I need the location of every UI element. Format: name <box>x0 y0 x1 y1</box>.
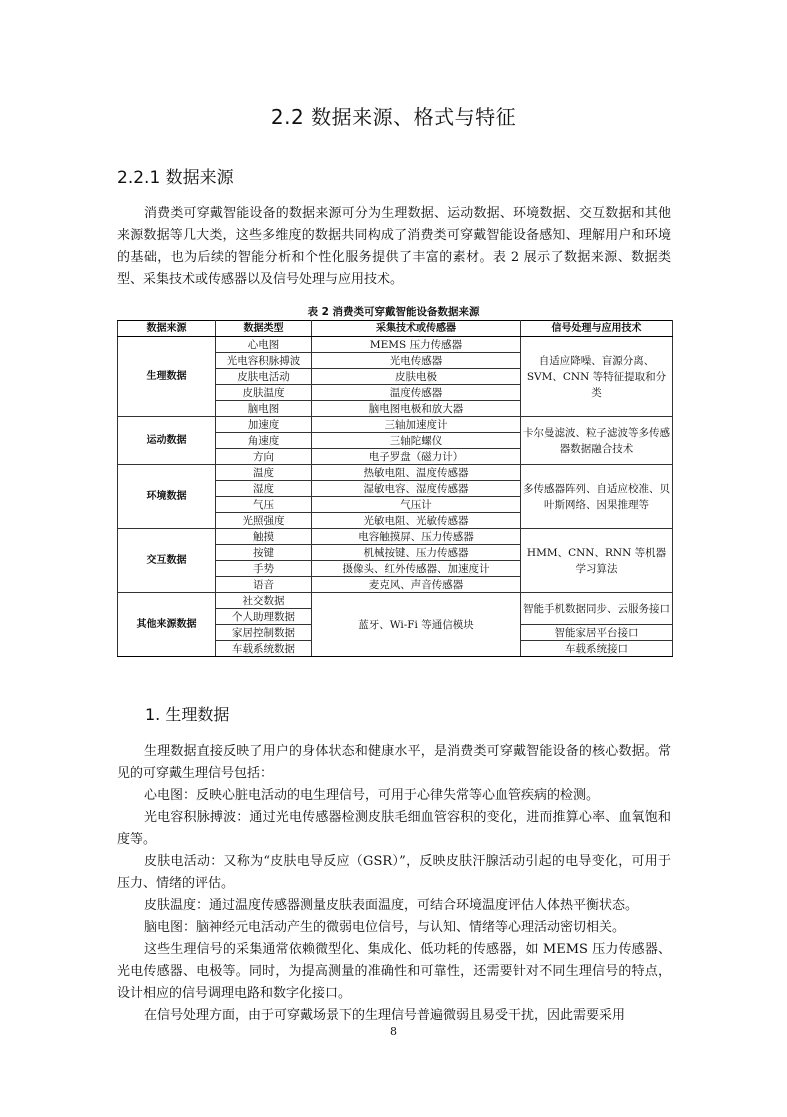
intro-paragraph: 消费类可穿戴智能设备的数据来源可分为生理数据、运动数据、环境数据、交互数据和其他来源数据等几大类，这些多维度的数据共同构成了消费类可穿戴智能设备感知、理解用户和环境的基础，也为后续的智能分析和个性化服务提供了丰富的素材。表 2 展示了数据来源、数据类型、采集技术或传感器以及信号处理与应用技术。 <box>117 206 671 287</box>
type-cell: 触摸 <box>216 529 312 545</box>
processing-cell: HMM、CNN、RNN 等机器学习算法 <box>521 529 673 593</box>
sensor-cell: 光敏电阻、光敏传感器 <box>312 513 521 529</box>
type-cell: 光照强度 <box>216 513 312 529</box>
sensor-cell: 气压计 <box>312 497 521 513</box>
body-paragraph: 这些生理信号的采集通常依赖微型化、集成化、低功耗的传感器，如 MEMS 压力传感器、光电传感器、电极等。同时，为提高测量的准确性和可靠性，还需要针对不同生理信号的特点，设计相应的信号调理电路和数字化接口。 <box>117 942 671 1001</box>
processing-cell: 智能家居平台接口 <box>521 625 673 641</box>
sensor-cell: 电子罗盘（磁力计） <box>312 449 521 465</box>
type-cell: 按键 <box>216 545 312 561</box>
type-cell: 家居控制数据 <box>216 625 312 641</box>
table-header-row <box>118 321 673 337</box>
table-row <box>118 337 673 353</box>
header-cell: 信号处理与应用技术 <box>521 321 673 337</box>
category-cell: 交互数据 <box>118 529 216 593</box>
sensor-cell: 电容触摸屏、压力传感器 <box>312 529 521 545</box>
processing-cell: 自适应降噪、盲源分离、SVM、CNN 等特征提取和分类 <box>521 337 673 417</box>
table-row <box>118 417 673 433</box>
sensor-cell: 机械按键、压力传感器 <box>312 545 521 561</box>
category-cell: 其他来源数据 <box>118 593 216 657</box>
category-cell: 生理数据 <box>118 337 216 417</box>
table-row <box>118 529 673 545</box>
body-paragraph: 生理数据直接反映了用户的身体状态和健康水平，是消费类可穿戴智能设备的核心数据。常见的可穿戴生理信号包括： <box>117 744 671 781</box>
body-paragraph: 皮肤温度：通过温度传感器测量皮肤表面温度，可结合环境温度评估人体热平衡状态。 <box>144 898 639 913</box>
type-cell: 加速度 <box>216 417 312 433</box>
type-cell: 语音 <box>216 577 312 593</box>
sensor-cell: 湿敏电容、湿度传感器 <box>312 481 521 497</box>
type-cell: 心电图 <box>216 337 312 353</box>
category-cell: 环境数据 <box>118 465 216 529</box>
header-cell: 采集技术或传感器 <box>312 321 521 337</box>
table-row <box>118 593 673 609</box>
header-cell: 数据来源 <box>118 321 216 337</box>
sensor-cell: 脑电图电极和放大器 <box>312 401 521 417</box>
sensor-cell: 麦克风、声音传感器 <box>312 577 521 593</box>
type-cell: 个人助理数据 <box>216 609 312 625</box>
sensor-cell: 三轴陀螺仪 <box>312 433 521 449</box>
processing-cell: 智能手机数据同步、云服务接口 <box>521 593 673 625</box>
type-cell: 温度 <box>216 465 312 481</box>
body-paragraph: 心电图：反映心脏电活动的电生理信号，可用于心律失常等心血管疾病的检测。 <box>144 788 600 803</box>
processing-cell: 多传感器阵列、自适应校准、贝叶斯网络、因果推理等 <box>521 465 673 529</box>
data-source-table <box>117 320 673 657</box>
sensor-cell: 蓝牙、Wi-Fi 等通信模块 <box>312 593 521 657</box>
type-cell: 角速度 <box>216 433 312 449</box>
type-cell: 皮肤电活动 <box>216 369 312 385</box>
section-title: 2.2 数据来源、格式与特征 <box>270 105 517 129</box>
type-cell: 车载系统数据 <box>216 641 312 657</box>
header-cell: 数据类型 <box>216 321 312 337</box>
type-cell: 气压 <box>216 497 312 513</box>
sensor-cell: 三轴加速度计 <box>312 417 521 433</box>
subsection-title: 2.2.1 数据来源 <box>117 168 234 188</box>
body-paragraph: 脑电图：脑神经元电活动产生的微弱电位信号，与认知、情绪等心理活动密切相关。 <box>144 920 626 935</box>
body-paragraph: 皮肤电活动：又称为“皮肤电导反应（GSR）”，反映皮肤汗腺活动引起的电导变化，可用于压力、情绪的评估。 <box>117 854 671 891</box>
type-cell: 湿度 <box>216 481 312 497</box>
table-caption: 表 2 消费类可穿戴智能设备数据来源 <box>307 306 480 318</box>
body-paragraph: 光电容积脉搏波：通过光电传感器检测皮肤毛细血管容积的变化，进而推算心率、血氧饱和度等。 <box>117 810 671 847</box>
sensor-cell: 光电传感器 <box>312 353 521 369</box>
sensor-cell: MEMS 压力传感器 <box>312 337 521 353</box>
table-row <box>118 465 673 481</box>
type-cell: 手势 <box>216 561 312 577</box>
sensor-cell: 皮肤电极 <box>312 369 521 385</box>
subheading-physiological: 1. 生理数据 <box>145 705 230 724</box>
type-cell: 脑电图 <box>216 401 312 417</box>
type-cell: 方向 <box>216 449 312 465</box>
sensor-cell: 摄像头、红外传感器、加速度计 <box>312 561 521 577</box>
type-cell: 皮肤温度 <box>216 385 312 401</box>
processing-cell: 车载系统接口 <box>521 641 673 657</box>
body-paragraph: 在信号处理方面，由于可穿戴场景下的生理信号普遍微弱且易受干扰，因此需要采用 <box>144 1008 626 1023</box>
sensor-cell: 热敏电阻、温度传感器 <box>312 465 521 481</box>
category-cell: 运动数据 <box>118 417 216 465</box>
sensor-cell: 温度传感器 <box>312 385 521 401</box>
type-cell: 社交数据 <box>216 593 312 609</box>
page-number: 8 <box>390 1025 397 1038</box>
processing-cell: 卡尔曼滤波、粒子滤波等多传感器数据融合技术 <box>521 417 673 465</box>
type-cell: 光电容积脉搏波 <box>216 353 312 369</box>
